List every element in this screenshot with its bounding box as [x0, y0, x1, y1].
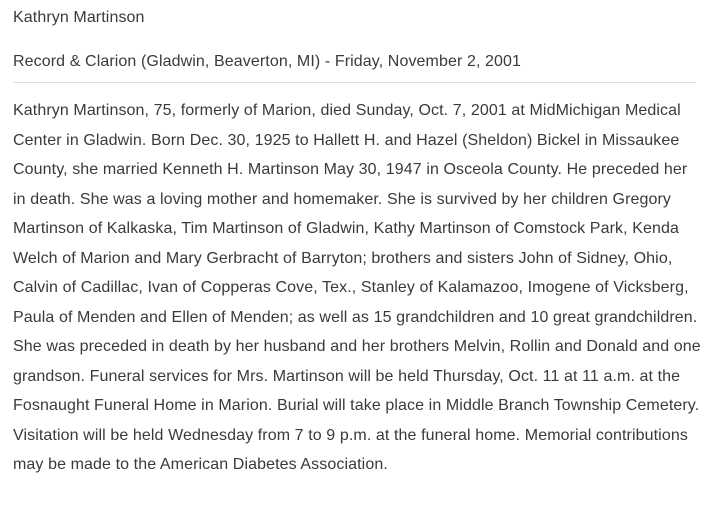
publication-source-line: Record & Clarion (Gladwin, Beaverton, MI) - Friday, November 2, 2001	[13, 53, 522, 70]
obituary-body-text: Kathryn Martinson, 75, formerly of Marion, died Sunday, Oct. 7, 2001 at MidMichigan Medical Center in Gladwin. Born Dec. 30, 1925 to Hallett H. and Hazel (Sheldon) Bickel in Missaukee County, she married Kenneth H. Martinson May 30, 1947 in Osceola County. He preceded her in death. She was a loving mother and homemaker. She is survived by her children Gregory Martinson of Kalkaska, Tim Martinson of Gladwin, Kathy Martinson of Comstock Park, Kenda Welch of Marion and Mary Gerbracht of Barryton; brothers and sisters John of Sidney, Ohio, Calvin of Cadillac, Ivan of Copperas Cove, Tex., Stanley of Kalamazoo, Imogene of Vicksberg, Paula of Menden and Ellen of Menden; as well as 15 grandchildren and 10 great grandchildren. She was preceded in death by her husband and her brothers Melvin, Rollin and Donald and one grandson. Funeral services for Mrs. Martinson will be held Thursday, Oct. 11 at 11 a.m. at the Fosnaught Funeral Home in Marion. Burial will take place in Middle Branch Township Cemetery. Visitation will be held Wednesday from 7 to 9 p.m. at the funeral home. Memorial contributions may be made to the American Diabetes Association.	[13, 102, 701, 473]
obituary-name: Kathryn Martinson	[13, 9, 145, 26]
divider	[13, 82, 696, 83]
